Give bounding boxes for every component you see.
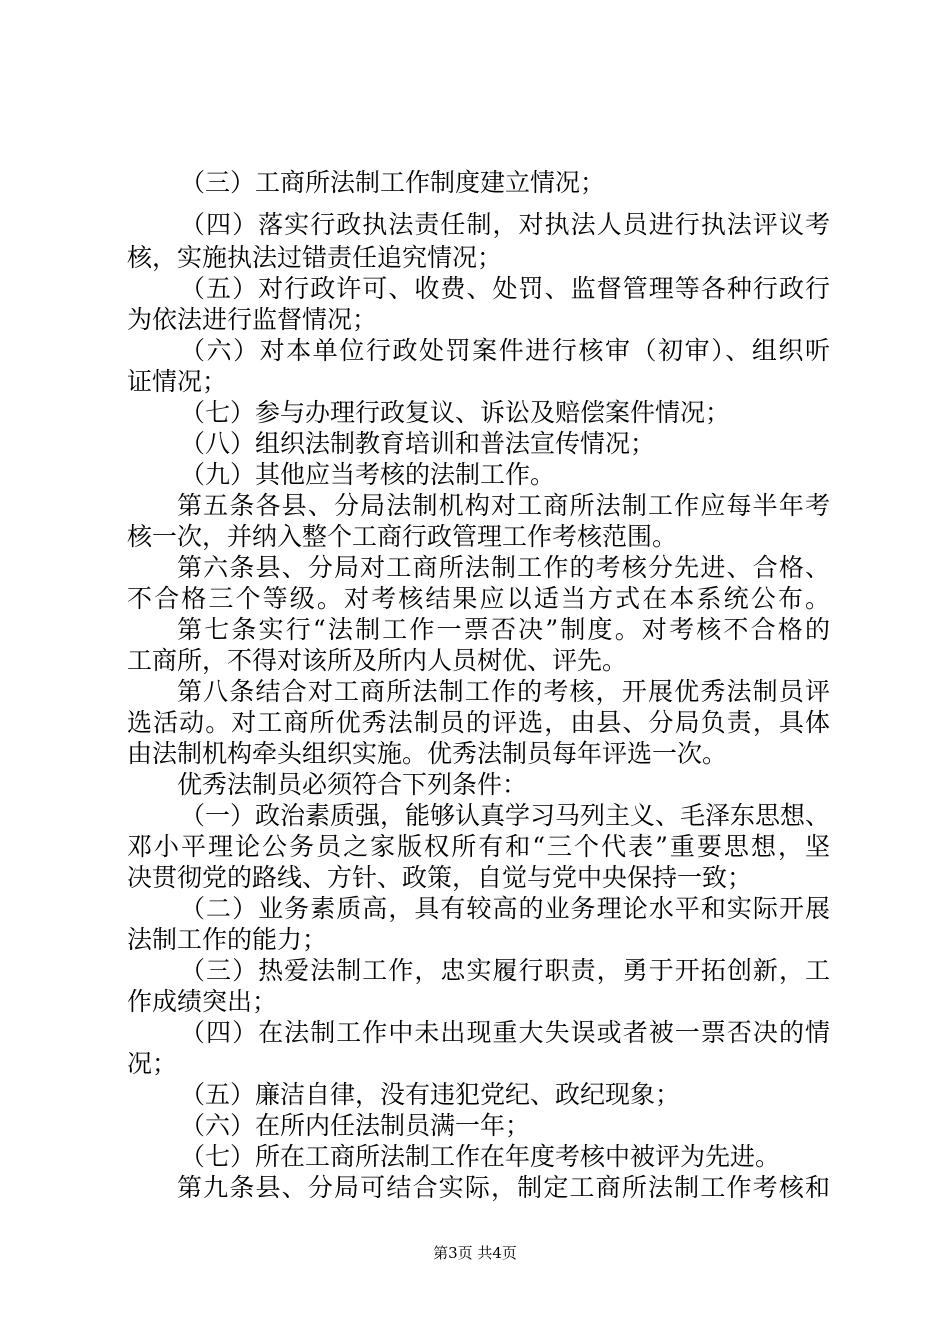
text-line: 证情况； bbox=[127, 367, 228, 396]
text-line: （二）业务素质高，具有较高的业务理论水平和实际开展 bbox=[180, 894, 830, 923]
text-line: 优秀法制员必须符合下列条件： bbox=[177, 770, 528, 799]
text-line: 选活动。对工商所优秀法制员的评选，由县、分局负责，具体 bbox=[127, 708, 830, 737]
text-line: 由法制机构牵头组织实施。优秀法制员每年评选一次。 bbox=[127, 739, 728, 768]
text-line: （四）在法制工作中未出现重大失误或者被一票否决的情 bbox=[180, 1018, 830, 1047]
text-line: （五）对行政许可、收费、处罚、监督管理等各种行政行 bbox=[180, 274, 830, 303]
text-line: （七）所在工商所法制工作在年度考核中被评为先进。 bbox=[180, 1142, 781, 1171]
text-line: 核一次，并纳入整个工商行政管理工作考核范围。 bbox=[127, 522, 678, 551]
text-line: （五）廉洁自律，没有违犯党纪、政纪现象； bbox=[180, 1080, 681, 1109]
text-line: 核，实施执法过错责任追究情况； bbox=[127, 243, 503, 272]
text-line: 作成绩突出； bbox=[127, 987, 278, 1016]
text-line: 决贯彻党的路线、方针、政策，自觉与党中央保持一致； bbox=[127, 863, 753, 892]
text-line: 不合格三个等级。对考核结果应以适当方式在本系统公布。 bbox=[127, 584, 830, 613]
text-line: 工商所，不得对该所及所内人员树优、评先。 bbox=[127, 646, 628, 675]
text-line: （八）组织法制教育培训和普法宣传情况； bbox=[180, 429, 656, 458]
text-line: 法制工作的能力； bbox=[127, 925, 328, 954]
text-line: （六）对本单位行政处罚案件进行核审（初审）、组织听 bbox=[180, 336, 830, 365]
text-line: 第八条结合对工商所法制工作的考核，开展优秀法制员评 bbox=[177, 677, 830, 706]
text-line: （三）工商所法制工作制度建立情况； bbox=[180, 168, 606, 197]
text-line: 第六条县、分局对工商所法制工作的考核分先进、合格、 bbox=[177, 553, 830, 582]
text-line: 第九条县、分局可结合实际，制定工商所法制工作考核和 bbox=[177, 1173, 830, 1202]
page-number-footer: 第3页 共4页 bbox=[433, 1244, 517, 1262]
text-line: （七）参与办理行政复议、诉讼及赔偿案件情况； bbox=[180, 398, 731, 427]
text-line: 为依法进行监督情况； bbox=[127, 305, 378, 334]
text-line: （九）其他应当考核的法制工作。 bbox=[180, 460, 556, 489]
text-line: （四）落实行政执法责任制，对执法人员进行执法评议考 bbox=[180, 210, 830, 239]
text-line: 况； bbox=[127, 1049, 178, 1078]
text-line: （六）在所内任法制员满一年； bbox=[180, 1111, 531, 1140]
text-line: 第五条各县、分局法制机构对工商所法制工作应每半年考 bbox=[177, 491, 830, 520]
text-line: （一）政治素质强，能够认真学习马列主义、毛泽东思想、 bbox=[180, 801, 831, 830]
text-line: （三）热爱法制工作，忠实履行职责，勇于开拓创新，工 bbox=[180, 956, 830, 985]
text-line: 邓小平理论公务员之家版权所有和“三个代表”重要思想，坚 bbox=[127, 832, 830, 861]
text-line: 第七条实行“法制工作一票否决”制度。对考核不合格的 bbox=[177, 615, 830, 644]
